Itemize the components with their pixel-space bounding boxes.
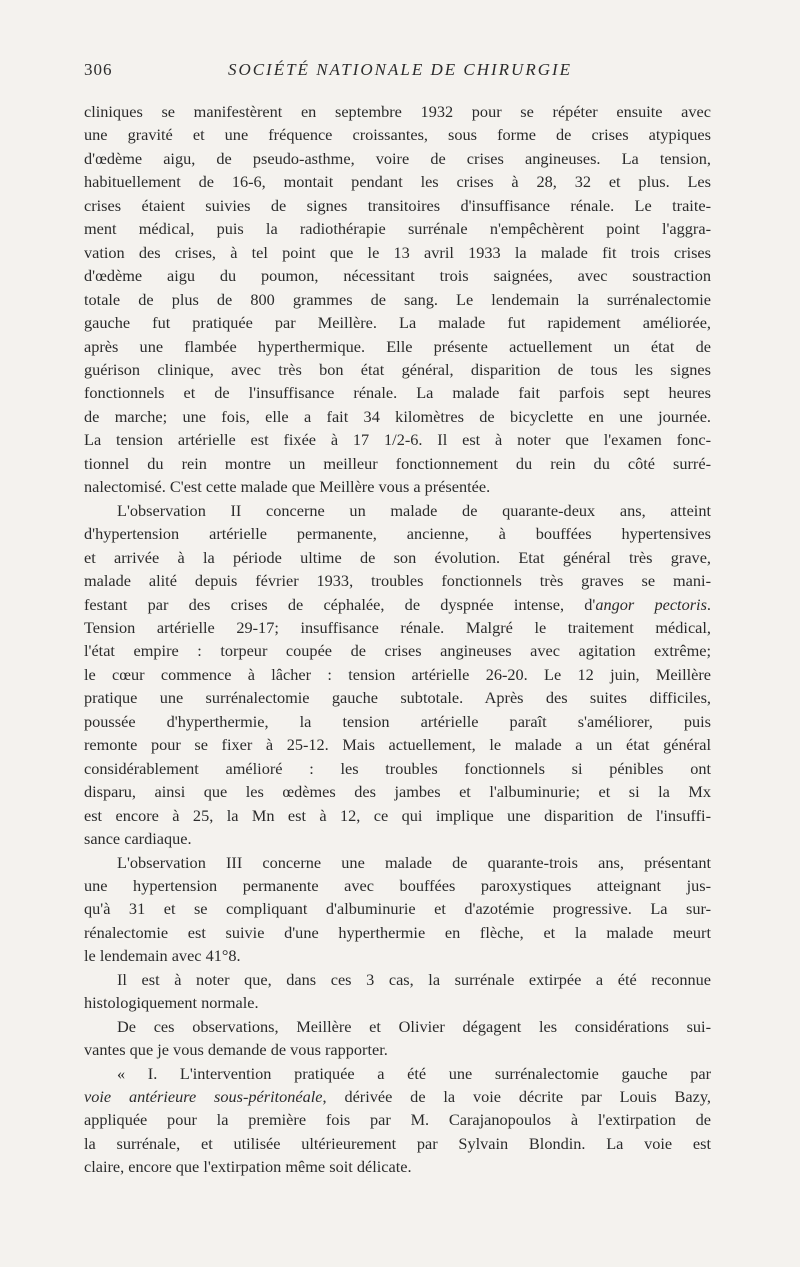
text-line: nalectomisé. C'est cette malade que Meillère vous a présentée. xyxy=(84,477,491,497)
page-number: 306 xyxy=(84,60,113,79)
text-line: histologiquement normale. xyxy=(84,993,259,1013)
text-line: poussée d'hyperthermie, la tension artérielle paraît s'améliorer, puis xyxy=(84,711,711,731)
text-line: De ces observations, Meillère et Olivier dégagent les considérations sui- xyxy=(117,1016,711,1036)
text-line: fonctionnels et de l'insuffisance rénale. La malade fait parfois sept heures xyxy=(84,383,711,403)
text-line xyxy=(84,1085,711,1108)
paragraph-intervention xyxy=(84,1062,711,1179)
body-text xyxy=(84,100,711,1179)
text-line: La tension artérielle est fixée à 17 1/2-6. Il est à noter que l'examen fonc- xyxy=(84,430,711,450)
text-line: Tension artérielle 29-17; insuffisance rénale. Malgré le traitement médical, xyxy=(84,617,711,637)
text-line: de marche; une fois, elle a fait 34 kilomètres de bicyclette en une journée. xyxy=(84,406,711,426)
text-line: considérablement amélioré : les troubles fonctionnels si pénibles ont xyxy=(84,758,711,778)
text-line: l'état empire : torpeur coupée de crises angineuses avec agitation extrême; xyxy=(84,641,711,661)
text-line: est encore à 25, la Mn est à 12, ce qui implique une disparition de l'insuffi- xyxy=(84,805,711,825)
text-line: vantes que je vous demande de vous rapporter. xyxy=(84,1040,388,1060)
text-fragment: festant par des crises de céphalée, de dyspnée intense, d' xyxy=(84,594,596,614)
paragraph-observation-2 xyxy=(84,499,711,851)
text-line: habituellement de 16-6, montait pendant les crises à 28, 32 et plus. Les xyxy=(84,172,711,192)
text-line: gauche fut pratiquée par Meillère. La malade fut rapidement améliorée, xyxy=(84,313,711,333)
text-line: une gravité et une fréquence croissantes, sous forme de crises atypiques xyxy=(84,125,711,145)
italic-term: angor pectoris xyxy=(595,594,707,614)
text-line: qu'à 31 et se compliquant d'albuminurie et d'azotémie progressive. La sur- xyxy=(84,899,711,919)
text-line: ment médical, puis la radiothérapie surrénale n'empêchèrent point l'aggra- xyxy=(84,219,711,239)
text-line: appliquée pour la première fois par M. Carajanopoulos à l'extirpation de xyxy=(84,1110,711,1130)
text-line: une hypertension permanente avec bouffées paroxystiques atteignant jus- xyxy=(84,875,711,895)
italic-term: voie antérieure sous-péritonéale xyxy=(84,1087,323,1107)
text-line: L'observation III concerne une malade de quarante-trois ans, présentant xyxy=(117,852,711,872)
text-line: totale de plus de 800 grammes de sang. Le lendemain la surrénalectomie xyxy=(84,289,711,309)
text-line: rénalectomie est suivie d'une hyperthermie en flèche, et la malade meurt xyxy=(84,922,711,942)
text-line: d'œdème aigu, de pseudo-asthme, voire de crises angineuses. La tension, xyxy=(84,148,711,168)
text-line: « I. L'intervention pratiquée a été une surrénalectomie gauche par xyxy=(117,1063,711,1083)
text-line: d'hypertension artérielle permanente, ancienne, à bouffées hypertensives xyxy=(84,524,711,544)
text-line: pratique une surrénalectomie gauche subtotale. Après des suites difficiles, xyxy=(84,688,711,708)
text-line: L'observation II concerne un malade de quarante-deux ans, atteint xyxy=(117,500,711,520)
text-line: et arrivée à la période ultime de son évolution. Etat général très grave, xyxy=(84,547,711,567)
paragraph-considerations xyxy=(84,1015,711,1062)
text-line xyxy=(84,593,711,616)
text-line: après une flambée hyperthermique. Elle présente actuellement un état de xyxy=(84,336,711,356)
text-line: cliniques se manifestèrent en septembre 1932 pour se répéter ensuite avec xyxy=(84,102,711,121)
text-fragment: , dérivée de la voie décrite par Louis Bazy, xyxy=(322,1087,711,1107)
text-line: tionnel du rein montre un meilleur fonctionnement du rein du côté surré- xyxy=(84,453,711,473)
text-fragment: . xyxy=(706,594,711,614)
paragraph-histology xyxy=(84,968,711,1015)
page-header xyxy=(84,60,716,84)
text-line: Il est à noter que, dans ces 3 cas, la surrénale extirpée a été reconnue xyxy=(117,969,711,989)
text-line: sance cardiaque. xyxy=(84,829,192,849)
running-title: SOCIÉTÉ NATIONALE DE CHIRURGIE xyxy=(227,60,573,79)
text-line: vation des crises, à tel point que le 13 avril 1933 la malade fit trois crises xyxy=(84,242,711,262)
text-line: le cœur commence à lâcher : tension artérielle 26-20. Le 12 juin, Meillère xyxy=(84,664,711,684)
text-line: crises étaient suivies de signes transitoires d'insuffisance rénale. Le traite- xyxy=(84,195,711,215)
paragraph-observation-3 xyxy=(84,851,711,968)
text-line: le lendemain avec 41°8. xyxy=(84,946,241,966)
text-line: malade alité depuis février 1933, troubles fonctionnels très graves se mani- xyxy=(84,571,711,591)
text-line: guérison clinique, avec très bon état général, disparition de tous les signes xyxy=(84,359,711,379)
text-line: la surrénale, et utilisée ultérieurement par Sylvain Blondin. La voie est xyxy=(84,1133,711,1153)
text-line: d'œdème aigu du poumon, nécessitant trois saignées, avec soustraction xyxy=(84,266,711,286)
text-line: remonte pour se fixer à 25-12. Mais actuellement, le malade a un état général xyxy=(84,735,711,755)
paragraph-1 xyxy=(84,100,711,499)
text-line: claire, encore que l'extirpation même soit délicate. xyxy=(84,1157,412,1177)
text-line: disparu, ainsi que les œdèmes des jambes et l'albuminurie; et si la Mx xyxy=(84,782,711,802)
